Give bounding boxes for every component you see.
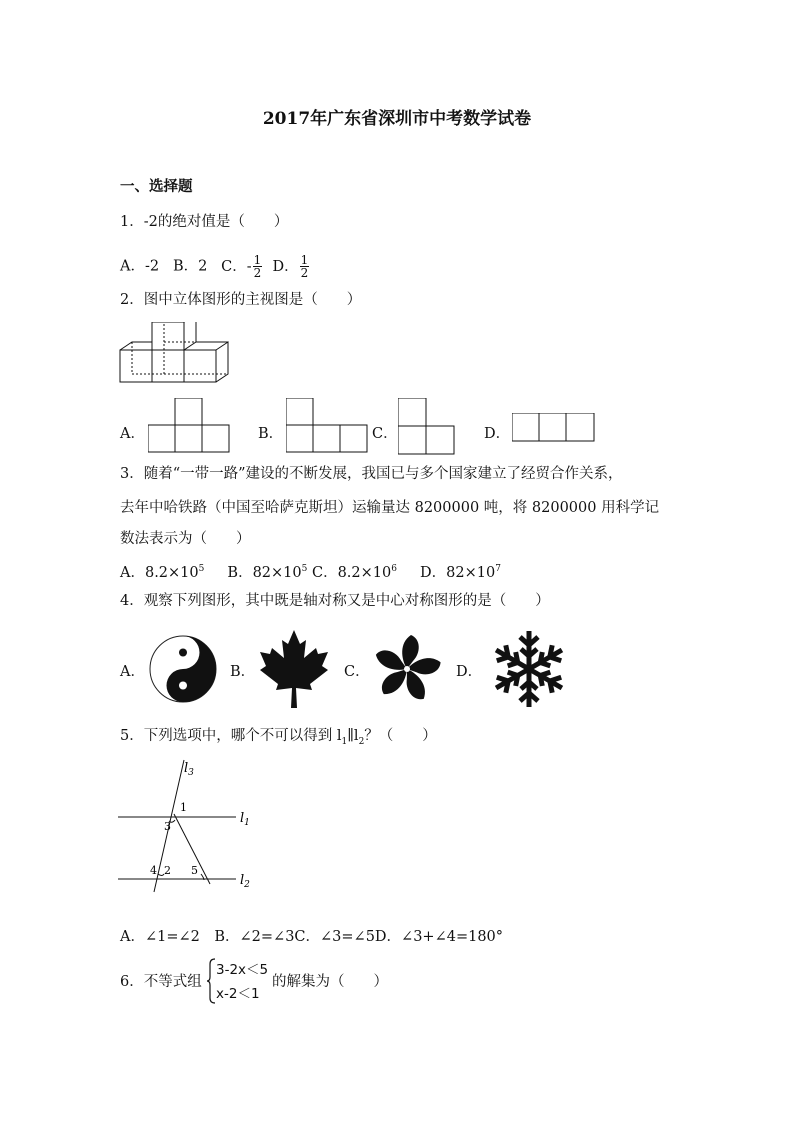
question-6-suffix: 的解集为（ ） xyxy=(272,974,388,990)
q4-option-a-label: A． xyxy=(120,664,145,680)
q2-option-b-label: B． xyxy=(258,426,284,442)
q2-option-b-figure xyxy=(286,398,368,454)
q3-option-c: C．$8.2\times 10^6$ xyxy=(311,564,397,581)
q1-option-b: B．2 xyxy=(172,258,208,275)
q4-option-b-label: B． xyxy=(230,664,256,680)
question-4-stem: 4．观察下列图形，其中既是轴对称又是中心对称图形的是（ ） xyxy=(120,593,550,609)
question-3-line-1: 3．随着“一带一路”建设的不断发展，我国已与多个国家建立了经贸合作关系， xyxy=(120,466,623,482)
question-3-line-3: 数法表示为（ ） xyxy=(120,531,251,547)
yin-yang-icon xyxy=(148,634,218,704)
q2-option-d-label: D． xyxy=(484,426,511,442)
question-5-stem: 5．下列选项中，哪个不可以得到 $l_1\parallel l_2$？（ ） xyxy=(120,728,437,747)
q2-option-c-figure xyxy=(398,398,456,456)
angle-1-label: 1 xyxy=(180,801,187,814)
question-1-stem: 1．-2的绝对值是（ ） xyxy=(120,214,289,230)
inequality-1: 3-2x＜5 xyxy=(216,962,269,978)
question-2-options xyxy=(120,398,680,458)
snowflake-icon xyxy=(486,628,572,710)
q2-option-a-figure xyxy=(148,398,230,454)
angle-5-label: 5 xyxy=(191,864,198,877)
maple-leaf-icon xyxy=(258,628,330,710)
q4-option-d-label: D． xyxy=(456,664,483,680)
label-l3: $l_3$ xyxy=(184,761,194,778)
angle-2-label: 2 xyxy=(164,864,171,877)
q2-option-a-label: A． xyxy=(120,426,145,442)
question-1-options xyxy=(120,254,310,279)
question-3-line-2: 去年中哈铁路（中国至哈萨克斯坦）运输量达 8200000 吨，将 8200000 用科学记 xyxy=(120,500,660,516)
inequality-2: x-2＜1 xyxy=(216,986,260,1002)
parallel-lines-figure xyxy=(118,756,263,896)
question-6-prefix: 6．不等式组 xyxy=(120,974,202,990)
q3-option-a: A．$8.2\times 10^5$ xyxy=(120,564,205,581)
q1-option-a: A．-2 xyxy=(120,258,160,275)
q2-option-d-figure xyxy=(512,413,596,443)
question-4-options xyxy=(120,628,580,712)
bauhinia-flower-icon xyxy=(370,632,444,706)
left-brace-icon xyxy=(206,958,216,1004)
q4-option-c-label: C． xyxy=(344,664,370,680)
page-title: 2017年广东省深圳市中考数学试卷 xyxy=(262,109,532,129)
q3-option-b: B．$82\times 10^5$ xyxy=(227,564,308,581)
q1-option-c: C．- $\frac{1}{2}$ xyxy=(221,253,262,280)
question-2-stem: 2．图中立体图形的主视图是（ ） xyxy=(120,292,362,308)
angle-4-label: 4 xyxy=(150,864,157,877)
label-l2: $l_2$ xyxy=(240,873,250,890)
question-5-options: A．∠1=∠2 B．∠2=∠3C．∠3=∠5D．∠3+∠4=180° xyxy=(120,929,504,945)
question-3-options xyxy=(120,561,501,582)
label-l1: $l_1$ xyxy=(240,811,250,828)
section-heading: 一、选择题 xyxy=(120,178,193,195)
q2-option-c-label: C． xyxy=(372,426,398,442)
solid-figure xyxy=(118,322,230,388)
q1-option-d: D． $\frac{1}{2}$ xyxy=(272,253,309,280)
q3-option-d: D．$82\times 10^7$ xyxy=(420,564,501,581)
angle-3-label: 3 xyxy=(164,820,171,833)
